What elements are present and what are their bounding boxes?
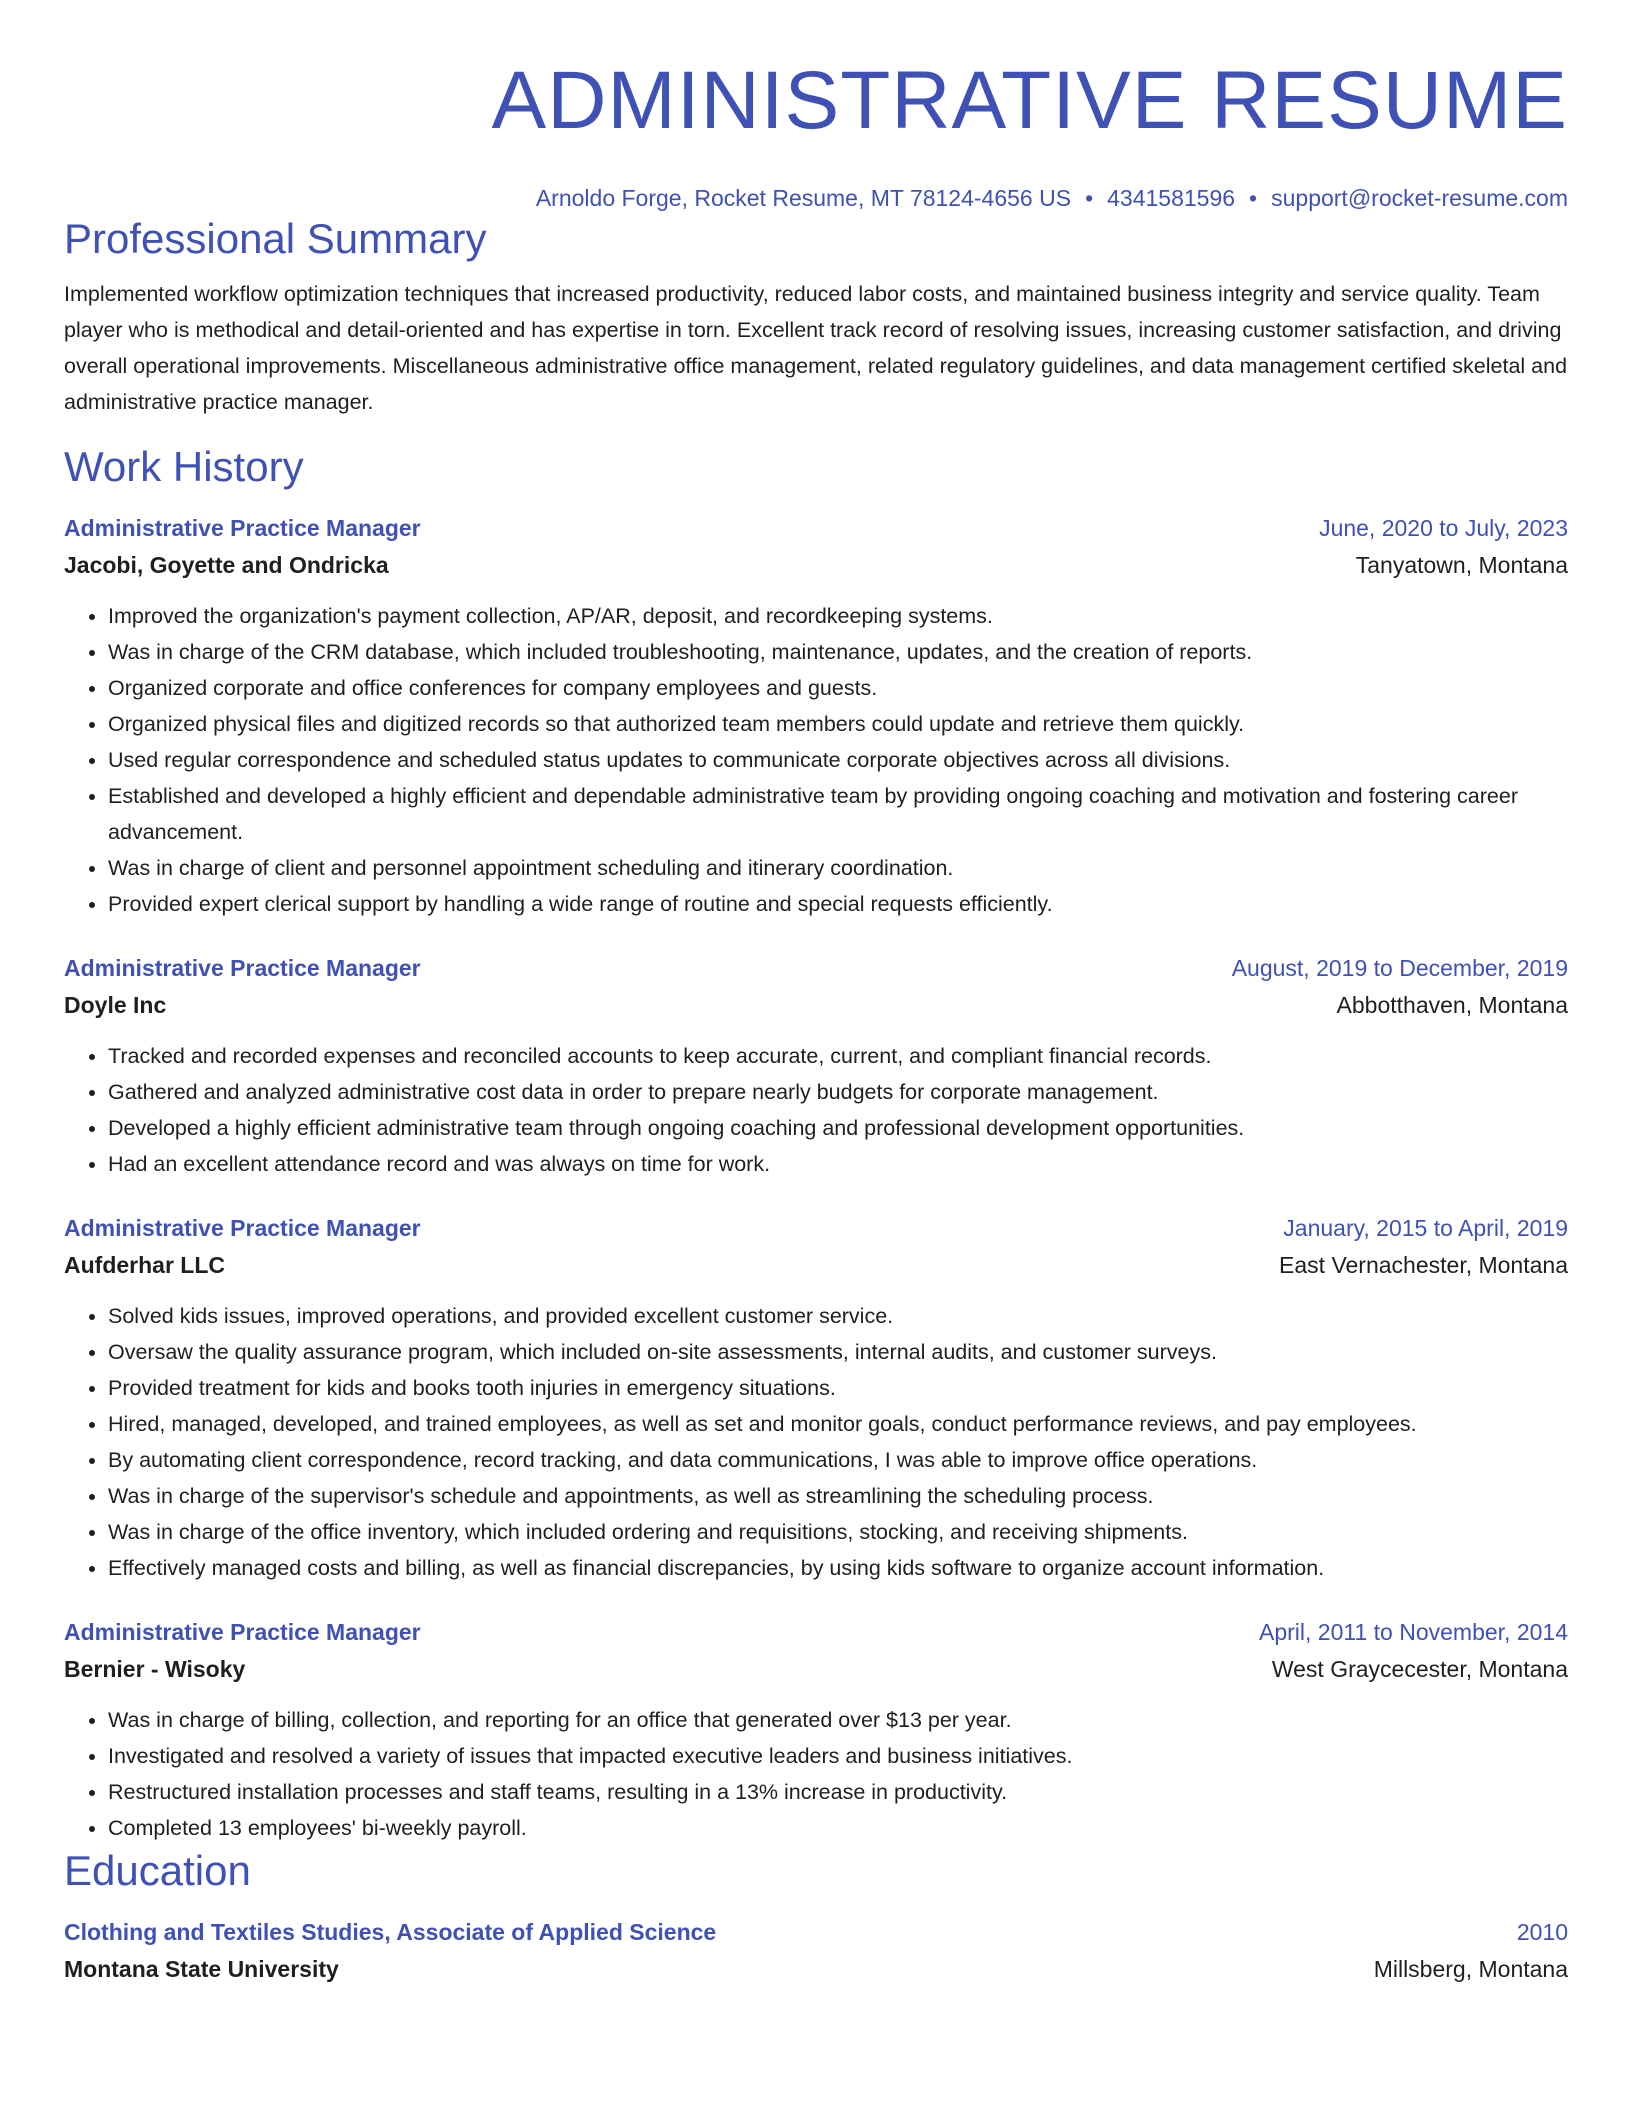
- job-role: Administrative Practice Manager: [64, 1618, 421, 1645]
- job-bullet: • Investigated and resolved a variety of issues that impacted executive leaders and business initiatives.: [108, 1738, 1568, 1774]
- job-bullet: • Organized physical files and digitized records so that authorized team members could update and retrieve them quickly.: [108, 706, 1568, 742]
- job-bullet: • Used regular correspondence and scheduled status updates to communicate corporate objectives across all divisions.: [108, 742, 1568, 778]
- job-entry: [64, 950, 1568, 1182]
- work-history-heading: Work History: [64, 442, 304, 490]
- job-bullets: [64, 598, 1568, 922]
- job-role: Administrative Practice Manager: [64, 514, 421, 541]
- contact-phone: 4341581596: [1107, 185, 1236, 211]
- job-bullet: • By automating client correspondence, record tracking, and data communications, I was able to improve office operations.: [108, 1442, 1568, 1478]
- job-company: Aufderhar LLC: [64, 1251, 225, 1278]
- contact-address: Arnoldo Forge, Rocket Resume, MT 78124-4656 US: [535, 185, 1072, 211]
- job-bullets: [64, 1298, 1568, 1586]
- summary-text: Implemented workflow optimization techniques that increased productivity, reduced labor costs, and maintained business integrity and service quality. Team player who is methodical and detail-oriented and has expertise in torn. Excellent track record of resolving issues, increasing customer satisfaction, and driving overall operational improvements. Miscellaneous administrative office management, related regulatory guidelines, and data management certified skeletal and administrative practice manager.: [64, 282, 1568, 414]
- education-heading: Education: [64, 1846, 251, 1894]
- job-entry: [64, 1210, 1568, 1586]
- job-bullet: • Was in charge of the supervisor's schedule and appointments, as well as streamlining the scheduling process.: [108, 1478, 1568, 1514]
- job-bullet: • Completed 13 employees' bi-weekly payroll.: [108, 1810, 1568, 1846]
- job-bullet: • Hired, managed, developed, and trained employees, as well as set and monitor goals, conduct performance reviews, and pay employees.: [108, 1406, 1568, 1442]
- job-company-row: [64, 546, 1568, 584]
- job-dates: January, 2015 to April, 2019: [1283, 1214, 1568, 1241]
- job-bullet: • Tracked and recorded expenses and reconciled accounts to keep accurate, current, and compliant financial records.: [108, 1038, 1568, 1074]
- contact-email: support@rocket-resume.com: [1271, 185, 1568, 211]
- job-dates: April, 2011 to November, 2014: [1259, 1618, 1568, 1645]
- resume-title: ADMINISTRATIVE RESUME: [491, 55, 1568, 146]
- job-company-row: [64, 1246, 1568, 1284]
- job-bullet: • Had an excellent attendance record and was always on time for work.: [108, 1146, 1568, 1182]
- job-bullet: • Was in charge of the office inventory, which included ordering and requisitions, stocking, and receiving shipments.: [108, 1514, 1568, 1550]
- job-title-row: [64, 950, 1568, 986]
- job-title-row: [64, 1614, 1568, 1650]
- job-entry: [64, 1614, 1568, 1846]
- summary-heading: Professional Summary: [64, 215, 487, 262]
- job-location: Tanyatown, Montana: [1355, 551, 1568, 578]
- job-bullet: • Oversaw the quality assurance program, which included on-site assessments, internal audits, and customer surveys.: [108, 1334, 1568, 1370]
- job-bullet: • Improved the organization's payment collection, AP/AR, deposit, and recordkeeping systems.: [108, 598, 1568, 634]
- education-entry: [64, 1914, 1568, 1988]
- job-location: Abbotthaven, Montana: [1336, 991, 1568, 1018]
- resume-page: [64, 0, 1568, 1988]
- education-list: [64, 1914, 1568, 1988]
- job-company-row: [64, 986, 1568, 1024]
- job-title-row: [64, 1210, 1568, 1246]
- contact-separator: •: [1249, 185, 1258, 211]
- job-bullets: [64, 1038, 1568, 1182]
- job-bullet: • Restructured installation processes and staff teams, resulting in a 13% increase in productivity.: [108, 1774, 1568, 1810]
- job-bullet: • Provided expert clerical support by handling a wide range of routine and special requests efficiently.: [108, 886, 1568, 922]
- job-company: Doyle Inc: [64, 991, 167, 1018]
- job-title-row: [64, 510, 1568, 546]
- job-bullets: [64, 1702, 1568, 1846]
- education-degree: Clothing and Textiles Studies, Associate of Applied Science: [64, 1918, 717, 1945]
- job-bullet: • Effectively managed costs and billing, as well as financial discrepancies, by using kids software to organize account information.: [108, 1550, 1568, 1586]
- job-bullet: • Developed a highly efficient administrative team through ongoing coaching and professional development opportunities.: [108, 1110, 1568, 1146]
- job-company-row: [64, 1650, 1568, 1688]
- education-location: Millsberg, Montana: [1373, 1955, 1568, 1982]
- education-year: 2010: [1516, 1918, 1568, 1945]
- contact-line: [64, 182, 1568, 214]
- job-dates: August, 2019 to December, 2019: [1231, 954, 1568, 981]
- job-entry: [64, 510, 1568, 922]
- education-degree-row: [64, 1914, 1568, 1950]
- job-location: East Vernachester, Montana: [1279, 1251, 1568, 1278]
- job-bullet: • Gathered and analyzed administrative cost data in order to prepare nearly budgets for corporate management.: [108, 1074, 1568, 1110]
- job-bullet: • Was in charge of billing, collection, and reporting for an office that generated over $13 per year.: [108, 1702, 1568, 1738]
- education-school-row: [64, 1950, 1568, 1988]
- job-bullet: • Organized corporate and office conferences for company employees and guests.: [108, 670, 1568, 706]
- contact-separator: •: [1085, 185, 1094, 211]
- job-company: Bernier - Wisoky: [64, 1655, 246, 1682]
- job-bullet: • Established and developed a highly efficient and dependable administrative team by providing ongoing coaching and motivation and fostering career advancement.: [108, 778, 1568, 850]
- job-location: West Graycecester, Montana: [1271, 1655, 1568, 1682]
- job-role: Administrative Practice Manager: [64, 954, 421, 981]
- job-company: Jacobi, Goyette and Ondricka: [64, 551, 389, 578]
- work-history-list: [64, 510, 1568, 1846]
- job-bullet: • Was in charge of the CRM database, which included troubleshooting, maintenance, updates, and the creation of reports.: [108, 634, 1568, 670]
- job-bullet: • Was in charge of client and personnel appointment scheduling and itinerary coordination.: [108, 850, 1568, 886]
- job-bullet: • Provided treatment for kids and books tooth injuries in emergency situations.: [108, 1370, 1568, 1406]
- job-role: Administrative Practice Manager: [64, 1214, 421, 1241]
- job-bullet: • Solved kids issues, improved operations, and provided excellent customer service.: [108, 1298, 1568, 1334]
- job-dates: June, 2020 to July, 2023: [1319, 514, 1568, 541]
- education-school: Montana State University: [64, 1955, 339, 1982]
